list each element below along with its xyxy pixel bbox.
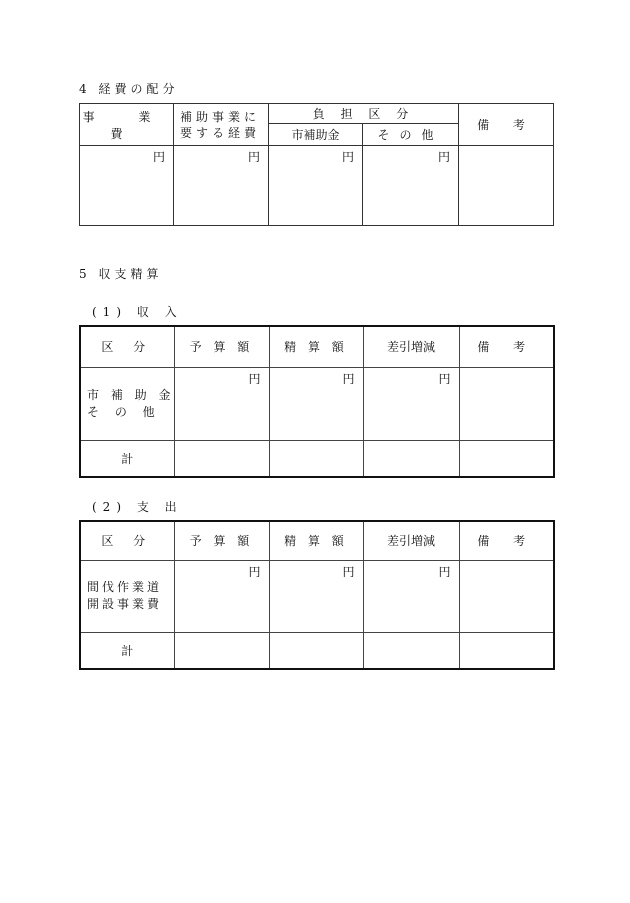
- expense-header-yosan: 予 算 額: [174, 521, 269, 560]
- income-seisan-value: 円: [269, 367, 363, 440]
- section-4-heading: 4 経費の配分: [79, 82, 179, 96]
- header-biko: 備 考: [459, 104, 554, 146]
- income-biko-value: [459, 367, 554, 440]
- cell-sonota-value: 円: [363, 146, 459, 226]
- income-header-yosan: 予 算 額: [174, 326, 269, 367]
- income-header-seisan: 精 算 額: [269, 326, 363, 367]
- header-hojo-keihi: 補助事業に 要する経費: [174, 104, 269, 146]
- cell-jigyohi-value: 円: [80, 146, 174, 226]
- income-total-sahiki: [363, 440, 459, 477]
- expense-total-label: 計: [80, 632, 174, 669]
- header-futan-kubun: 負 担 区 分: [269, 104, 459, 124]
- income-total-label: 計: [80, 440, 174, 477]
- expense-total-sahiki: [363, 632, 459, 669]
- header-sonota: その他: [363, 124, 459, 146]
- income-total-biko: [459, 440, 554, 477]
- income-subheading: (1) 収 入: [92, 305, 183, 319]
- expense-yosan-value: 円: [174, 560, 269, 632]
- expense-item-label: 間伐作業道 開設事業費: [80, 560, 174, 632]
- cell-shihojokin-value: 円: [269, 146, 363, 226]
- expense-total-yosan: [174, 632, 269, 669]
- income-sahiki-value: 円: [363, 367, 459, 440]
- cell-biko-value: [459, 146, 554, 226]
- expense-total-biko: [459, 632, 554, 669]
- expense-total-seisan: [269, 632, 363, 669]
- expense-subheading: (2) 支 出: [92, 500, 183, 514]
- header-shihojokin: 市補助金: [269, 124, 363, 146]
- expense-sahiki-value: 円: [363, 560, 459, 632]
- header-jigyohi: 事 業 費: [80, 104, 174, 146]
- expense-allocation-table: [79, 103, 554, 226]
- income-header-sahiki: 差引増減: [363, 326, 459, 367]
- income-total-seisan: [269, 440, 363, 477]
- income-table: [79, 325, 555, 478]
- income-header-biko: 備 考: [459, 326, 554, 367]
- expense-header-seisan: 精 算 額: [269, 521, 363, 560]
- expense-header-biko: 備 考: [459, 521, 554, 560]
- expense-biko-value: [459, 560, 554, 632]
- cell-hojo-value: 円: [174, 146, 269, 226]
- expense-header-kubun: 区 分: [80, 521, 174, 560]
- expense-header-sahiki: 差引増減: [363, 521, 459, 560]
- expense-seisan-value: 円: [269, 560, 363, 632]
- income-yosan-value: 円: [174, 367, 269, 440]
- income-header-kubun: 区 分: [80, 326, 174, 367]
- expenditure-table: [79, 520, 555, 670]
- income-total-yosan: [174, 440, 269, 477]
- income-item-label: 市 補 助 金 そ の 他: [80, 367, 174, 440]
- section-5-heading: 5 収支精算: [79, 267, 163, 281]
